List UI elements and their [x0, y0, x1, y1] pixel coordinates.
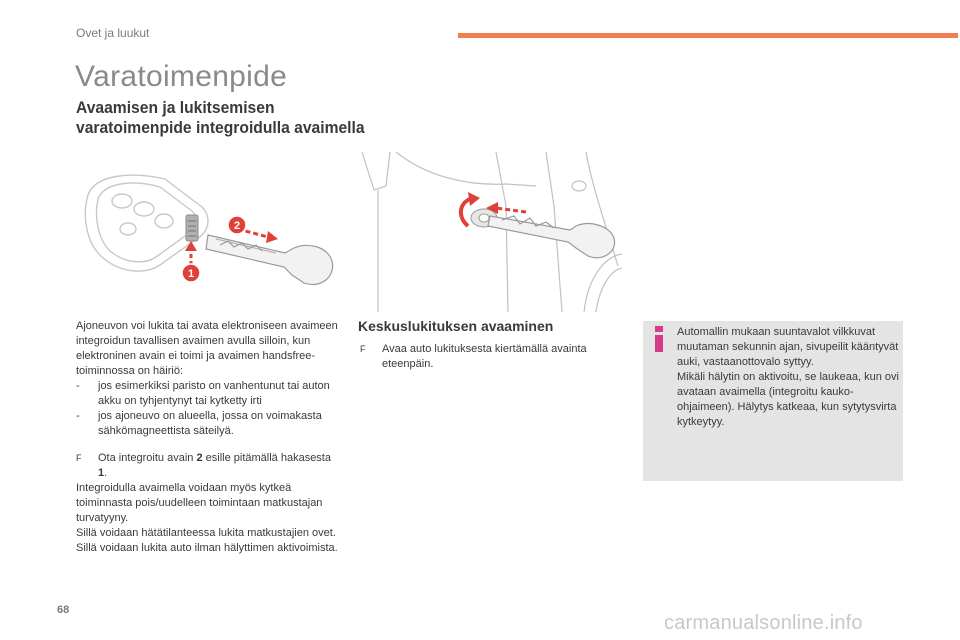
airbag-note: Integroidulla avaimella voidaan myös kytkeä toiminnasta pois/uudelleen toimintaan matkustajan turvatyyny.: [76, 482, 323, 524]
page-title: Varatoimenpide: [75, 60, 288, 93]
key-release-catch: [186, 215, 198, 241]
section-heading: Keskuslukituksen avaaminen: [358, 318, 554, 334]
page-number: 68: [57, 604, 70, 616]
list-item-text: jos ajoneuvo on alueella, jossa on voimakasta sähkömagneettista säteilyä.: [98, 410, 322, 437]
watermark: carmanualsonline.info: [664, 612, 863, 634]
instruction-text: Ota integroitu avain 2 esille pitämällä hakasesta 1.: [98, 452, 331, 479]
subtitle-line-2: varatoimenpide integroidulla avaimella: [76, 118, 365, 137]
callout-2: 2: [233, 220, 241, 232]
door-lock-illustration: [356, 146, 622, 312]
list-item-text: jos esimerkiksi paristo on vanhentunut tai auton akku on tyhjentynyt tai kytketty irti: [98, 380, 330, 407]
key-fob-illustration: [70, 165, 340, 305]
info-icon: [652, 326, 666, 352]
key-number-1: 1: [98, 467, 105, 479]
callout-1-badge: [182, 264, 200, 282]
list-item: [76, 379, 338, 409]
list-dash: -: [76, 380, 80, 392]
page-subtitle: [76, 98, 365, 138]
key-number-2: 2: [196, 452, 203, 464]
bullet-marker: F: [76, 453, 82, 463]
header-accent-bar: [458, 33, 958, 38]
instruction-text: Avaa auto lukituksesta kiertämällä avainta eteenpäin.: [382, 343, 587, 370]
list-item: [76, 409, 338, 439]
info-box: [643, 321, 903, 481]
subtitle-line-1: Avaamisen ja lukitsemisen: [76, 98, 275, 117]
intro-paragraph: Ajoneuvon voi lukita tai avata elektroniseen avaimeen integroidun tavallisen avaimen avulla silloin, kun elektroninen avain ei toimi ja avaimen handsfree-toiminnossa on häiriö:: [76, 320, 338, 377]
bullet-marker: F: [360, 344, 366, 354]
arrow-1: [185, 241, 197, 265]
lock-without-alarm-note: Sillä voidaan lukita auto ilman hälyttimen aktivoimista.: [76, 542, 338, 554]
left-column-text: [76, 319, 338, 556]
instruction-bullet: [76, 451, 338, 481]
instruction-bullet: [360, 342, 620, 372]
info-text-1: Automallin mukaan suuntavalot vilkkuvat muutaman sekunnin ajan, sivupeilit kääntyvät auki, vastaanottovalo syttyy.: [677, 326, 899, 368]
list-dash: -: [76, 410, 80, 422]
section-header: Ovet ja luukut: [76, 26, 150, 40]
info-text-2: Mikäli hälytin on aktivoitu, se laukeaa, kun ovi avataan avaimella (integroitu kauko-ohjaimeen). Hälytys katkeaa, kun sytytysvirta kytkeytyy.: [677, 371, 899, 428]
passenger-doors-note: Sillä voidaan hätätilanteessa lukita matkustajien ovet.: [76, 527, 336, 539]
info-text: [677, 325, 901, 430]
callout-2-badge: [228, 216, 246, 234]
callout-1: 1: [187, 268, 195, 280]
integrated-key: [206, 235, 333, 285]
middle-column-text: [360, 342, 620, 372]
